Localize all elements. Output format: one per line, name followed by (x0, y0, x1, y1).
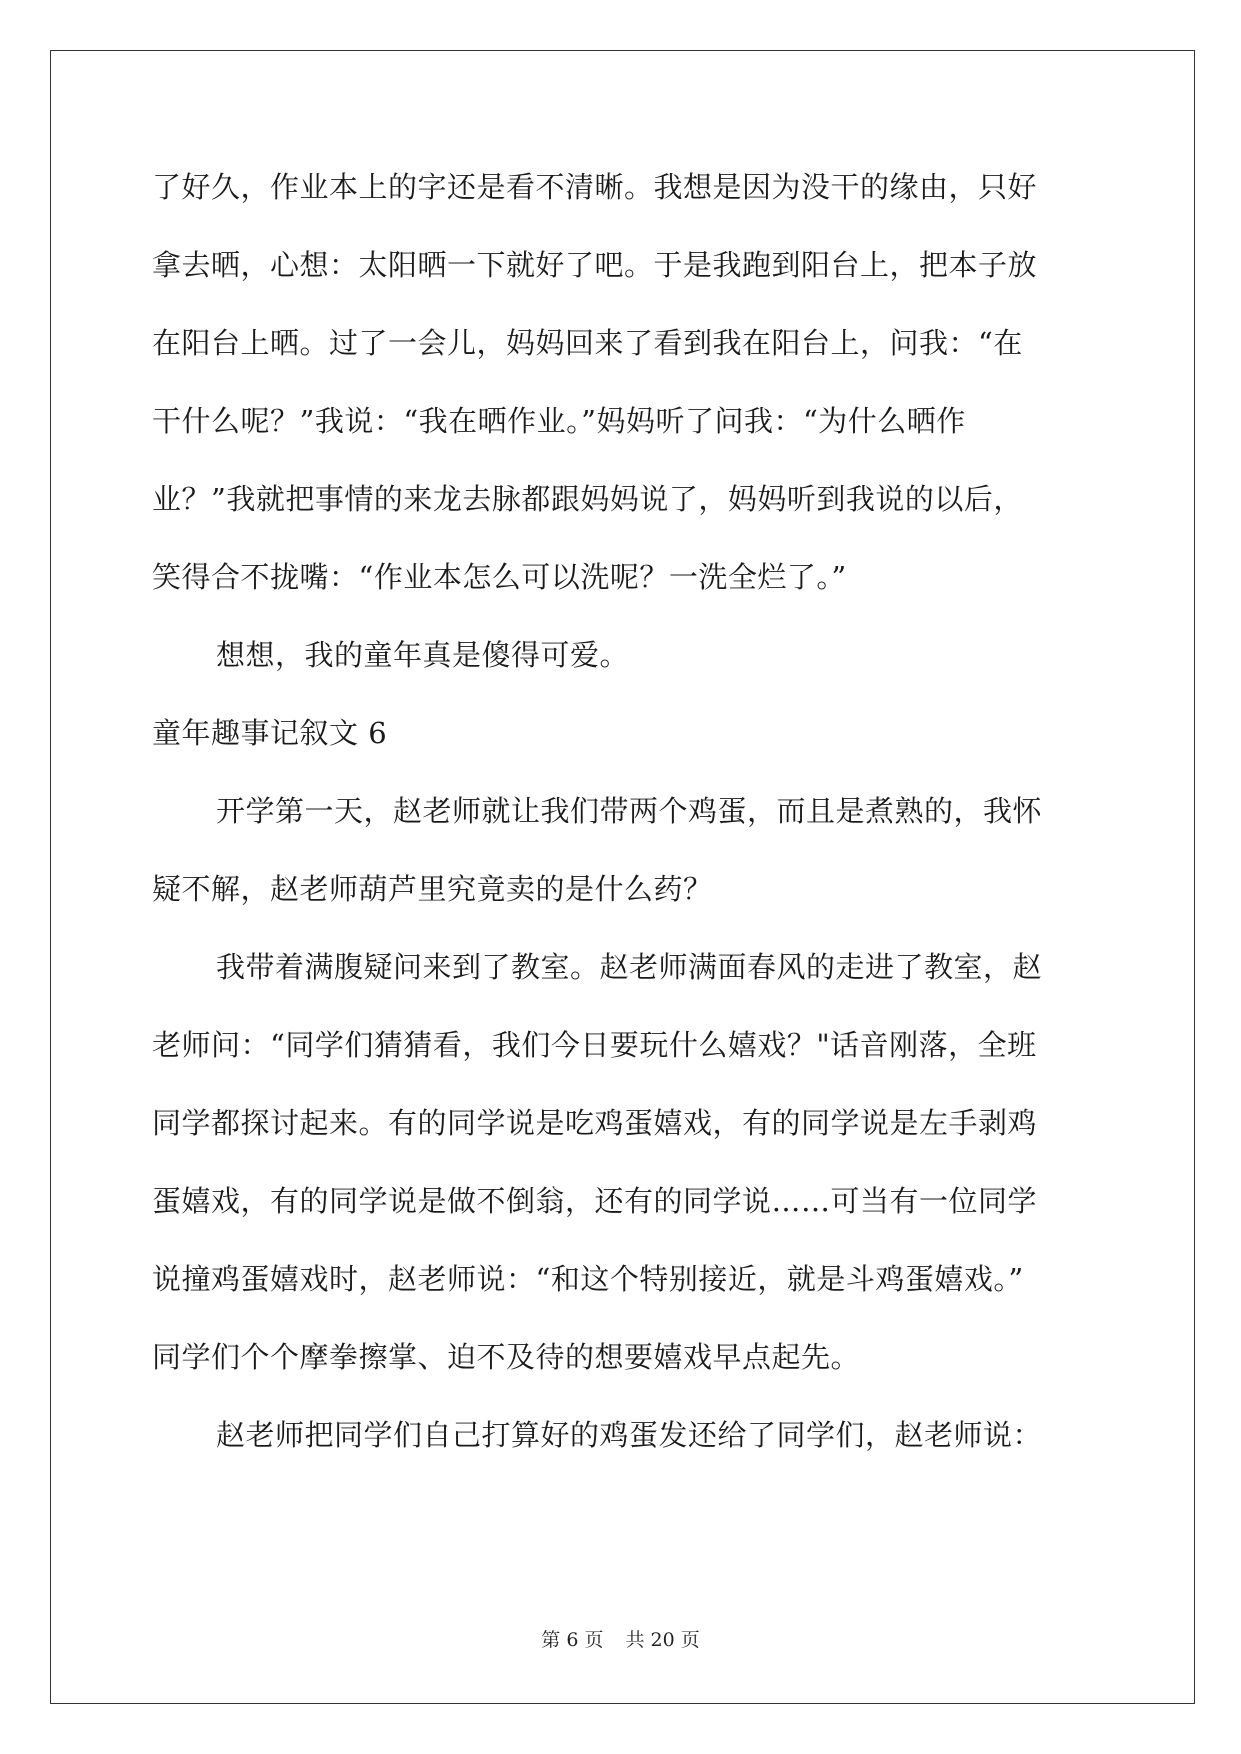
text-line: 想想，我的童年真是傻得可爱。 (216, 638, 630, 672)
text-line: 拿去晒，心想：太阳晒一下就好了吧。于是我跑到阳台上，把本子放 (152, 248, 1038, 282)
text-line: 说撞鸡蛋嬉戏时，赵老师说：“和这个特别接近，就是斗鸡蛋嬉戏。” (152, 1262, 1024, 1296)
text-line: 开学第一天，赵老师就让我们带两个鸡蛋，而且是煮熟的，我怀 (216, 794, 1043, 828)
text-line: 疑不解，赵老师葫芦里究竟卖的是什么药？ (152, 872, 713, 906)
page-number: 第 6 页 (541, 1629, 604, 1651)
section-heading: 童年趣事记叙文 6 (152, 716, 388, 750)
text-line: 赵老师把同学们自己打算好的鸡蛋发还给了同学们，赵老师说： (216, 1418, 1043, 1452)
text-line: 业？”我就把事情的来龙去脉都跟妈妈说了，妈妈听到我说的以后， (152, 482, 1023, 516)
text-line: 笑得合不拢嘴：“作业本怎么可以洗呢？一洗全烂了。” (152, 560, 847, 594)
text-line: 了好久，作业本上的字还是看不清晰。我想是因为没干的缘由，只好 (152, 170, 1038, 204)
document-body (152, 148, 1092, 1474)
text-line: 我带着满腹疑问来到了教室。赵老师满面春风的走进了教室，赵 (216, 950, 1043, 984)
text-line: 同学都探讨起来。有的同学说是吃鸡蛋嬉戏，有的同学说是左手剥鸡 (152, 1106, 1038, 1140)
page-footer (0, 1628, 1241, 1652)
page-total: 共 20 页 (625, 1629, 700, 1651)
text-line: 蛋嬉戏，有的同学说是做不倒翁，还有的同学说……可当有一位同学 (152, 1184, 1038, 1218)
text-line: 同学们个个摩拳擦掌、迫不及待的想要嬉戏早点起先。 (152, 1340, 861, 1374)
text-line: 在阳台上晒。过了一会儿，妈妈回来了看到我在阳台上，问我：“在 (152, 326, 1023, 360)
text-line: 老师问：“同学们猜猜看，我们今日要玩什么嬉戏？"话音刚落，全班 (152, 1028, 1037, 1062)
text-line: 干什么呢？”我说：“我在晒作业。”妈妈听了问我：“为什么晒作 (152, 404, 966, 438)
